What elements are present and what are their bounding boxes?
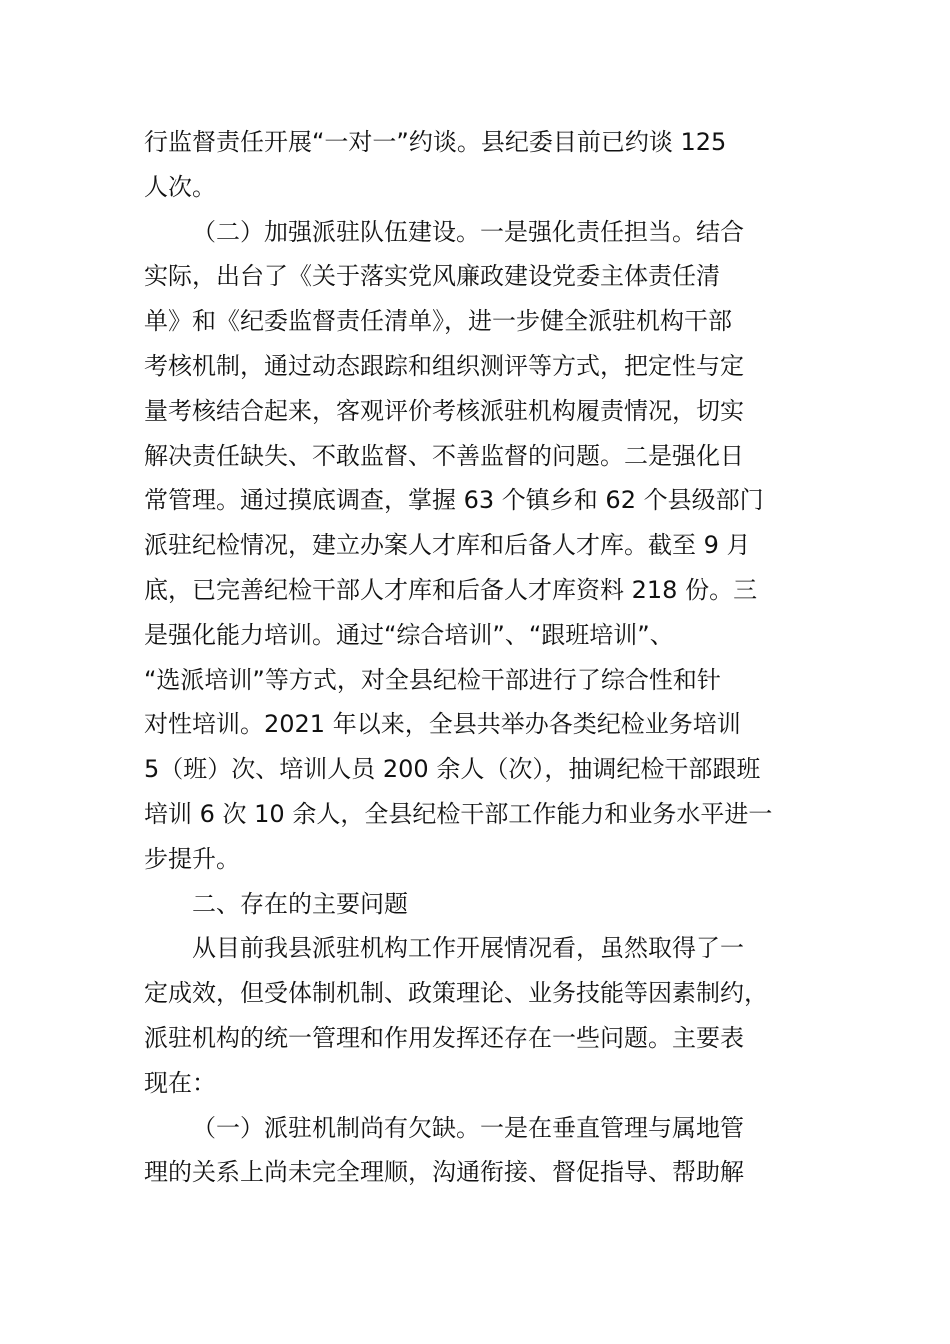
text-line: 解决责任缺失、不敢监督、不善监督的问题。二是强化日: [144, 441, 744, 470]
text-line: 定成效，但受体制机制、政策理论、业务技能等因素制约，: [144, 979, 768, 1008]
text-line: 5（班）次、培训人员 200 余人（次），抽调纪检干部跟班: [144, 755, 761, 784]
text-line: 培训 6 次 10 余人，全县纪检干部工作能力和业务水平进一: [144, 799, 773, 828]
text-line: 行监督责任开展“一对一”约谈。县纪委目前已约谈 125: [144, 128, 727, 156]
text-line: 考核机制，通过动态跟踪和组织测评等方式，把定性与定: [144, 351, 744, 380]
section-heading-2: （二）加强派驻队伍建设。一是强化责任担当。结合: [192, 217, 744, 246]
text-line: 单》和《纪委监督责任清单》，进一步健全派驻机构干部: [144, 307, 732, 336]
text-line: 派驻纪检情况，建立办案人才库和后备人才库。截至 9 月: [144, 531, 751, 560]
text-line: “选派培训”等方式，对全县纪检干部进行了综合性和针: [144, 665, 721, 694]
text-line: 理的关系上尚未完全理顺，沟通衔接、督促指导、帮助解: [144, 1158, 744, 1187]
text-line: 对性培训。2021 年以来，全县共举办各类纪检业务培训: [144, 710, 741, 739]
chapter-heading: 二、存在的主要问题: [192, 889, 408, 918]
text-line: 现在：: [144, 1068, 216, 1097]
text-line: 实际，出台了《关于落实党风廉政建设党委主体责任清: [144, 262, 720, 291]
text-line: 底，已完善纪检干部人才库和后备人才库资料 218 份。三: [144, 575, 758, 604]
body-text: [144, 120, 824, 1195]
section-heading-1: （一）派驻机制尚有欠缺。一是在垂直管理与属地管: [192, 1113, 744, 1142]
text-line: 步提升。: [144, 844, 240, 873]
text-line: 常管理。通过摸底调查，掌握 63 个镇乡和 62 个县级部门: [144, 486, 764, 515]
text-line: 量考核结合起来，客观评价考核派驻机构履责情况，切实: [144, 396, 744, 425]
paragraph-start: 从目前我县派驻机构工作开展情况看，虽然取得了一: [192, 934, 744, 963]
text-line: 是强化能力培训。通过“综合培训”、“跟班培训”、: [144, 620, 674, 649]
text-line: 派驻机构的统一管理和作用发挥还存在一些问题。主要表: [144, 1023, 744, 1052]
text-line: 人次。: [144, 172, 216, 201]
